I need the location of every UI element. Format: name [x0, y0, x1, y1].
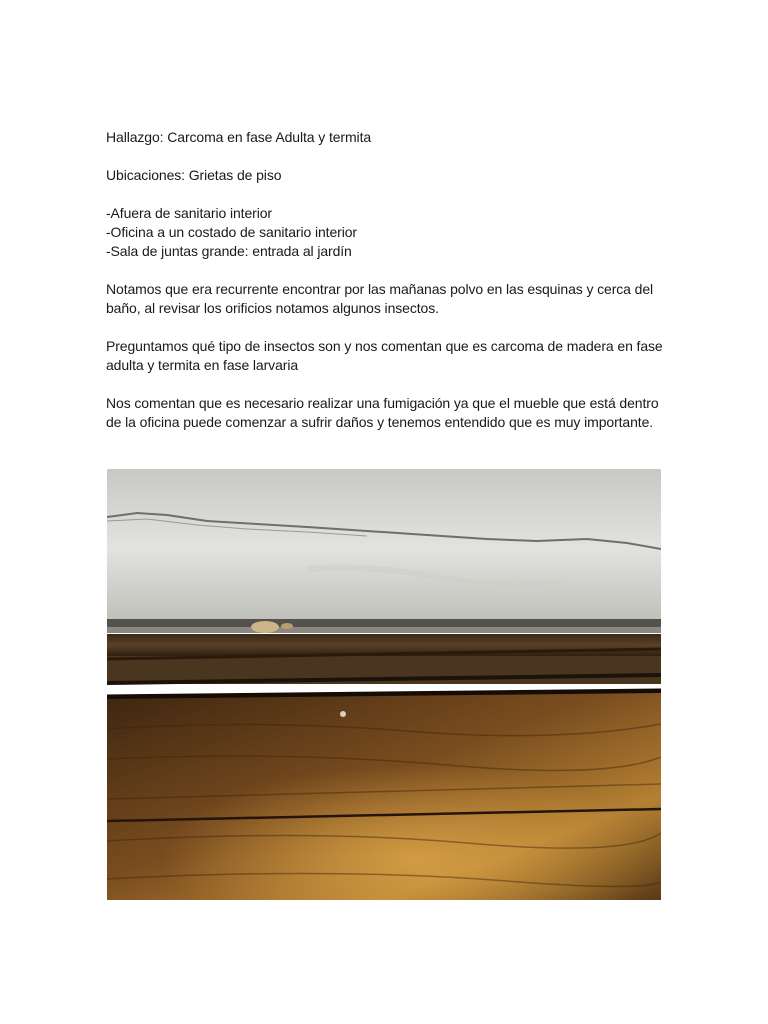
floor-crack-photo — [107, 469, 661, 900]
location-item: -Afuera de sanitario interior — [106, 205, 272, 221]
locations-title: Ubicaciones: Grietas de piso — [106, 167, 282, 183]
finding-heading: Hallazgo: Carcoma en fase Adulta y termita — [106, 129, 372, 145]
document-body — [106, 128, 666, 451]
paragraph-observation: Notamos que era recurrente encontrar por las mañanas polvo en las esquinas y cerca del baño, al revisar los orificios notamos algunos insectos. — [106, 281, 654, 316]
paragraph-identification: Preguntamos qué tipo de insectos son y nos comentan que es carcoma de madera en fase adulta y termita en fase larvaria — [106, 338, 663, 373]
paragraph-recommendation: Nos comentan que es necesario realizar una fumigación ya que el mueble que está dentro de la oficina puede comenzar a sufrir daños y tenemos entendido que es muy importante. — [106, 395, 659, 430]
locations-list — [106, 204, 666, 261]
wall-baseboard — [107, 469, 661, 627]
location-item: -Oficina a un costado de sanitario interior — [106, 224, 357, 240]
location-item: -Sala de juntas grande: entrada al jardín — [106, 243, 352, 259]
insect-debris — [251, 621, 279, 633]
